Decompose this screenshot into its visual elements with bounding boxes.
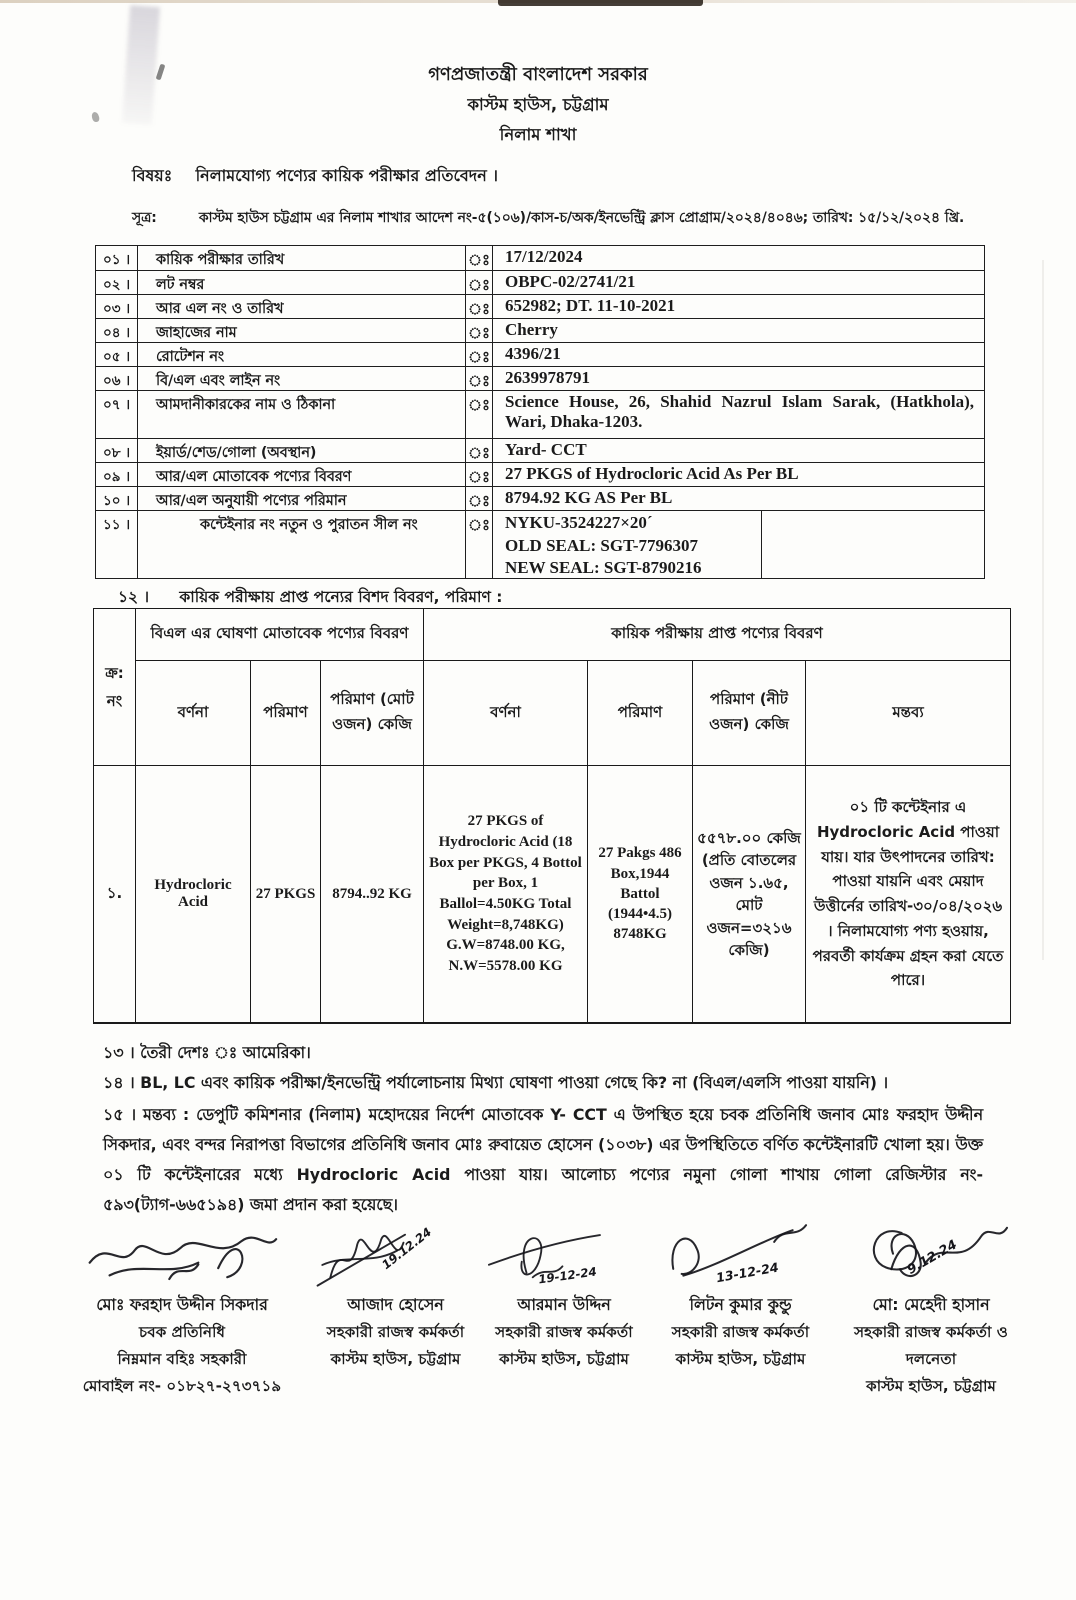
signature-block [308,1212,483,1373]
header-branch: নিলাম শাখা [499,125,577,144]
info-row-colon: ঃ [466,295,493,318]
info-row-value: 27 PKGS of Hydrocloric Acid As Per BL [505,464,799,483]
subject-label: বিষয়ঃ [132,166,173,185]
signatory-name: মোঃ ফরহাদ উদ্দীন সিকদার [96,1295,268,1314]
note-15 [103,1100,983,1220]
note-13 [103,1038,983,1068]
signatory-detail-line: কাস্টম হাউস, চট্টগ্রাম [330,1350,461,1368]
signature-date: 9.12.24 [904,1237,960,1278]
info-row-colon: ঃ [466,463,493,486]
info-table-row [96,438,984,462]
signatory-detail-line: মোবাইল নং- ০১৮২৭-২৭৩৭১৯ [82,1377,282,1395]
signatory-detail-line: সহকারী রাজস্ব কর্মকর্তা [326,1323,465,1341]
note-15-text: মন্তব্য : ডেপুটি কমিশনার (নিলাম) মহোদয়ের নির্দেশ মোতাবেক Y- CCT এ উপস্থিত হয়ে চবক প্রতিনিধি জনাব মোঃ ফরহাদ উদ্দীন সিকদার, এবং বন্দর নিরাপত্তা বিভাগের প্রতিনিধি জনাব মোঃ রুবায়েত হোসেন (১০৩৮) এর উপস্থিতিতে বর্ণিত কন্টেইনারটি খোলা হয়। উক্ত ০১ টি কন্টেইনারের মধ্যে Hydrocloric Acid পাওয়া যায়। আলোচ্য পণ্যের নমুনা গোলা শাখায় গোলা রেজিস্টার নং- ৫৯৩(ট্যাগ-৬৬৫১৯৪) জমা প্রদান করা হয়েছে। [103,1105,984,1214]
info-table-row [96,462,984,486]
signature-date: 19.12.24 [379,1224,435,1273]
info-row-value: 8794.92 KG AS Per BL [505,488,673,507]
info-row-serial: ০১ । [96,246,138,270]
signature-scribble [62,1212,302,1298]
header-office: কাস্টম হাউস, চট্টগ্রাম [467,95,609,114]
signature-block [478,1212,650,1373]
info-row-serial: ০৫ । [96,343,138,366]
signature-block [648,1212,833,1373]
info-row-value: Yard- CCT [505,440,587,459]
info-table-row [96,294,984,318]
info-row-colon: ঃ [466,271,493,294]
info-row-serial: ০২ । [96,271,138,294]
info-row-serial: ১১ । [96,511,138,578]
info-row-value: 17/12/2024 [505,247,583,266]
exam-col-serial-header: ক্র: নং [94,609,136,766]
signatory-name: মো: মেহেদী হাসান [872,1295,990,1314]
note-15-serial: ১৫ । [103,1105,137,1124]
signature-date: 19-12-24 [537,1264,598,1287]
info-row-serial: ০৬ । [96,367,138,390]
info-row-value-line: NEW SEAL: SGT-8790216 [505,558,702,577]
info-row-label: ইয়ার্ড/শেড/গোলা (অবস্থান) [138,439,466,462]
info-row-value: Cherry [505,320,558,339]
note-13-serial: ১৩ । [103,1043,135,1062]
scan-artifact-dark-strip [498,0,703,6]
info-row-label: আর/এল অনুযায়ী পণ্যের পরিমান [138,487,466,510]
exam-table [93,608,1011,1024]
reference-text: কাস্টম হাউস চট্টগ্রাম এর নিলাম শাখার আদেশ নং-৫(১০৬)/কাস-চ/অক/ইনভেন্ট্রি ক্লাস প্রোগ্রাম/২০২৪/৪০৪৬; তারিখ: ১৫/১২/২০২৪ খ্রি. [198,210,965,226]
signatory-detail-line: দলনেতা [905,1350,957,1368]
signatory-detail-line: সহকারী রাজস্ব কর্মকর্তা ও [854,1323,1008,1341]
signatory-detail-line: কাস্টম হাউস, চট্টগ্রাম [499,1350,629,1368]
info-row-colon: ঃ [466,487,493,510]
info-row-label: কন্টেইনার নং নতুন ও পুরাতন সীল নং [138,511,466,578]
signatory-name: আরমান উদ্দিন [517,1295,611,1314]
signatory-detail-line: নিম্নমান বহিঃ সহকারী [117,1350,247,1368]
info-row-serial: ০৯ । [96,463,138,486]
info-row-value-line: NYKU-3524227×20´ [505,513,653,532]
info-row-label: জাহাজের নাম [138,319,466,342]
exam-row-found-quantity: 27 Pakgs 486 Box,1944 Battol (1944•4.5) 8748KG [588,766,693,1023]
info-row-colon: ঃ [466,367,493,390]
info-table-row [96,246,984,270]
info-row-serial: ০৪ । [96,319,138,342]
info-row-serial: ০৮ । [96,439,138,462]
header-government: গণপ্রজাতন্ত্রী বাংলাদেশ সরকার [428,64,648,85]
info-row-colon: ঃ [466,391,493,438]
info-table-row [96,318,984,342]
info-row-colon: ঃ [466,246,493,270]
reference-line [132,206,964,230]
signatory-name: লিটন কুমার কুন্ডু [689,1295,792,1314]
note-14-text: BL, LC এবং কায়িক পরীক্ষা/ইনভেন্ট্রি পর্যালোচনায় মিথ্যা ঘোষণা পাওয়া গেছে কি? না (বিএল/এলসি পাওয়া যায়নি) । [140,1073,889,1092]
info-row-subdivider [761,511,762,578]
exam-row-remarks: ০১ টি কন্টেইনার এ Hydrocloric Acid পাওয়া যায়। যার উৎপাদনের তারিখ: পাওয়া যায়নি এবং মেয়াদ উত্তীর্নের তারিখ-৩০/০৪/২০২৬ । নিলামযোগ্য পণ্য হওয়ায়, পরবর্তী কার্যক্রম গ্রহন করা যেতে পারে। [806,766,1010,1023]
info-row-label: লট নম্বর [138,271,466,294]
note-14 [103,1068,983,1098]
signature-ink-stroke [90,1238,276,1263]
signature-scribble [478,1212,650,1298]
note-13-text: তৈরী দেশঃ ঃ আমেরিকা। [140,1043,311,1062]
section-12-serial: ১২ । [118,588,150,606]
exam-col-bl-weight-header: পরিমাণ (মোট ওজন) কেজি [321,661,424,766]
info-row-serial: ০৩ । [96,295,138,318]
found-description-normal: 27 PKGS of Hydrocloric Acid (18 Box per PKGS, 4 Bottol per Box, 1 Ballol=4.50KG Total Weight=8,748KG) G.W=8748.00 KG, [429,813,582,954]
exam-group-header-bl: বিএল এর ঘোষণা মোতাবেক পণ্যের বিবরণ [136,609,424,661]
info-row-value: 4396/21 [505,344,561,363]
info-row-colon: ঃ [466,319,493,342]
signatory-detail-line: সহকারী রাজস্ব কর্মকর্তা [671,1323,810,1341]
info-table-row [96,486,984,510]
exam-group-header-found: কায়িক পরীক্ষায় প্রাপ্ত পণ্যের বিবরণ [424,609,1010,661]
reference-label: সূত্র: [132,210,157,226]
subject-text: নিলামযোগ্য পণ্যের কায়িক পরীক্ষার প্রতিবেদন । [195,166,499,185]
signature-scribble [836,1212,1026,1298]
info-row-label: আমদানীকারকের নাম ও ঠিকানা [138,391,466,438]
exam-row-bl-description: Hydrocloric Acid [136,766,251,1023]
section-12-text: কায়িক পরীক্ষায় প্রাপ্ত পন্যের বিশদ বিবরণ, পরিমাণ : [179,588,503,606]
exam-row-serial: ১. [94,766,136,1023]
exam-col-found-net-weight-header: পরিমাণ (নীট ওজন) কেজি [693,661,806,766]
signature-ink-stroke [521,1238,541,1274]
signature-ink-stroke [489,1235,600,1265]
exam-col-remarks-header: মন্তব্য [806,661,1010,766]
info-row-label: কায়িক পরীক্ষার তারিখ [138,246,466,270]
note-14-serial: ১৪ । [103,1073,135,1092]
signatory-name: আজাদ হোসেন [347,1295,444,1314]
info-table-row [96,366,984,390]
found-description-bold: N.W=5578.00 KG [448,958,563,975]
signatory-detail-line: কাস্টম হাউস, চট্টগ্রাম [675,1350,806,1368]
exam-row-found-net-weight: ৫৫৭৮.০০ কেজি (প্রতি বোতলের ওজন ১.৬৫, মোট ওজন=৩২১৬ কেজি) [693,766,806,1023]
info-row-value-line: OLD SEAL: SGT-7796307 [505,535,699,555]
info-row-colon: ঃ [466,511,493,578]
info-table-row [96,270,984,294]
signature-block [836,1212,1026,1400]
info-row-value: OBPC-02/2741/21 [505,272,636,291]
exam-col-bl-description-header: বর্ণনা [136,661,251,766]
signature-date: 13-12-24 [714,1259,780,1286]
info-row-label: আর/এল মোতাবেক পণ্যের বিবরণ [138,463,466,486]
info-row-serial: ১০ । [96,487,138,510]
info-row-colon: ঃ [466,343,493,366]
signature-scribble [308,1212,483,1298]
signature-ink-stroke [774,1225,806,1242]
info-row-value: 652982; DT. 11-10-2021 [505,296,676,315]
signature-block [62,1212,302,1400]
info-row-value [493,511,984,578]
scan-artifact-top-edge [0,0,1076,3]
info-row-serial: ০৭ । [96,391,138,438]
info-table-row [96,510,984,578]
signatory-detail-line: কাস্টম হাউস, চট্টগ্রাম [866,1377,996,1395]
info-table-row [96,390,984,438]
found-description-text [428,811,583,977]
exam-col-found-description-header: বর্ণনা [424,661,588,766]
signatory-detail-line: চবক প্রতিনিধি [139,1323,225,1341]
info-row-value: Science House, 26, Shahid Nazrul Islam Sarak, (Hatkhola), Wari, Dhaka-1203. [505,392,974,431]
info-row-value: 2639978791 [505,368,590,387]
info-row-label: রোটেশন নং [138,343,466,366]
info-row-label: আর এল নং ও তারিখ [138,295,466,318]
subject-line [132,163,498,190]
scan-artifact-crease [1042,260,1044,960]
exam-row-bl-quantity: 27 PKGS [251,766,321,1023]
signature-section [0,1212,1076,1412]
signatory-detail-line: সহকারী রাজস্ব কর্মকর্তা [495,1323,633,1341]
exam-row-bl-weight: 8794..92 KG [321,766,424,1023]
info-row-label: বি/এল এবং লাইন নং [138,367,466,390]
info-row-colon: ঃ [466,439,493,462]
info-table [95,245,985,579]
exam-col-found-quantity-header: পরিমাণ [588,661,693,766]
exam-row-found-description [424,766,588,1023]
signature-ink-stroke [218,1249,242,1277]
signature-ink-stroke [672,1239,698,1274]
signature-ink-stroke [110,1263,199,1276]
exam-col-bl-quantity-header: পরিমাণ [251,661,321,766]
info-table-row [96,342,984,366]
signature-scribble [648,1212,833,1298]
